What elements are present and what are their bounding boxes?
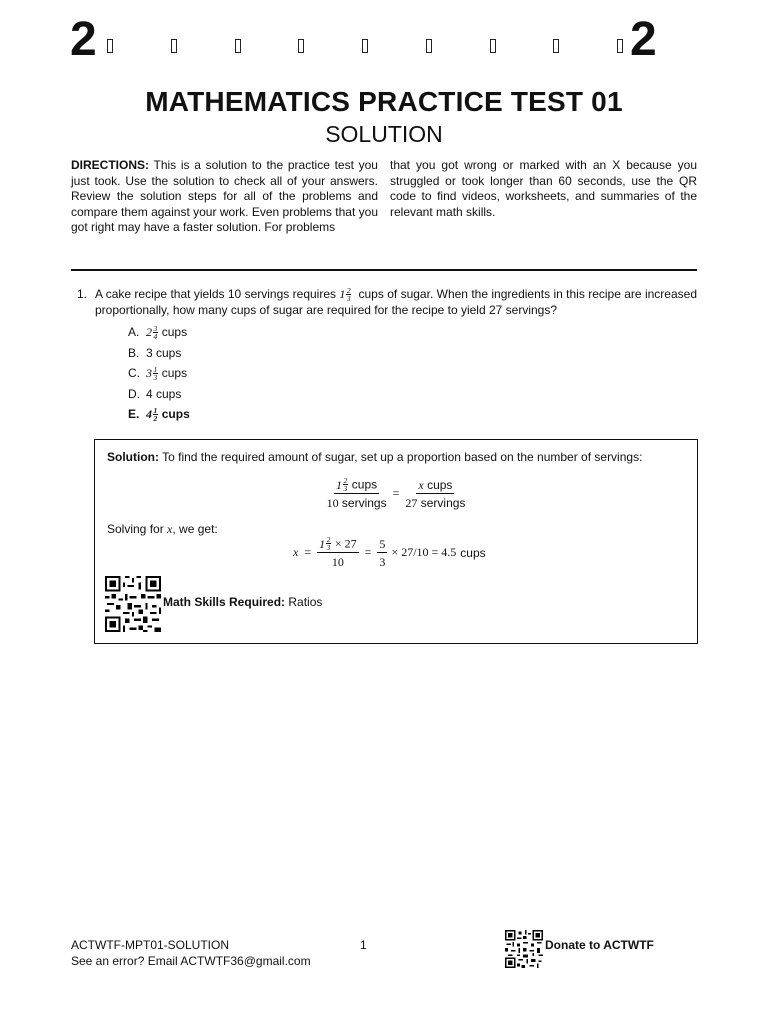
choice-d[interactable] bbox=[128, 384, 190, 405]
page-subtitle: SOLUTION bbox=[325, 121, 443, 147]
choice-letter: A. bbox=[128, 325, 140, 340]
calc-result: × 27/10 = 4.5 bbox=[391, 545, 457, 559]
choice-text: 3 cups bbox=[146, 345, 182, 360]
result-unit: cups bbox=[460, 545, 486, 560]
solution-intro bbox=[107, 450, 642, 464]
choice-mixed-fraction bbox=[146, 404, 158, 424]
denominator-unit: servings bbox=[341, 496, 387, 510]
footer-page-number: 1 bbox=[360, 938, 367, 952]
divider-rule bbox=[71, 269, 697, 271]
directions-text-1: This is a solution to the practice test you just took. Use the solution to check all of your answers. Review the solution steps for all of the problems and compare them against your work. Even problems that you got right may have a faster solution. For problems bbox=[71, 158, 378, 234]
fraction-numerator: 2 bbox=[326, 535, 331, 544]
donate-link[interactable]: Donate to ACTWTF bbox=[545, 938, 654, 952]
proportion-left-denominator bbox=[327, 494, 387, 510]
choice-letter: E. bbox=[128, 407, 140, 422]
header-checkbox-row bbox=[107, 39, 623, 53]
choice-a[interactable] bbox=[128, 322, 190, 343]
numerator-unit: cups bbox=[351, 477, 378, 492]
directions bbox=[71, 158, 697, 236]
mixed-fraction bbox=[336, 477, 348, 492]
fraction-part bbox=[326, 536, 331, 551]
question-text-after: cups of sugar. When the ingredients in this recipe are increased proportionally, how many cups of sugar are required for the recipe to yield 27 servings? bbox=[95, 287, 697, 317]
five-thirds-fraction bbox=[377, 537, 387, 569]
fraction-denominator: 2 bbox=[153, 413, 158, 423]
calc-numerator bbox=[317, 536, 359, 553]
fraction-part bbox=[153, 366, 158, 381]
math-skills bbox=[163, 595, 322, 609]
qr-code-icon[interactable] bbox=[105, 576, 161, 632]
choice-letter: B. bbox=[128, 345, 140, 360]
fraction-part bbox=[153, 407, 158, 422]
choice-mixed-fraction bbox=[146, 322, 158, 342]
page-number-right: 2 bbox=[630, 13, 657, 66]
choice-text: cups bbox=[161, 325, 188, 340]
header-box-icon bbox=[490, 39, 496, 53]
solving-suffix: , we get: bbox=[172, 522, 218, 536]
solution-box bbox=[94, 439, 698, 644]
denominator-value: 27 bbox=[405, 495, 418, 510]
header-box-icon bbox=[235, 39, 241, 53]
times-27: × 27 bbox=[334, 536, 357, 551]
directions-column-2: that you got wrong or marked with an X because you struggled or took longer than 60 seconds, use the QR code to find videos, worksheets, and summaries of the relevant math skills. bbox=[390, 158, 697, 219]
question-1 bbox=[77, 285, 697, 423]
choice-c[interactable] bbox=[128, 363, 190, 384]
choice-b[interactable] bbox=[128, 343, 190, 364]
fraction-part bbox=[153, 325, 158, 340]
variable-x: x bbox=[167, 522, 173, 536]
fraction-whole: 1 bbox=[336, 477, 343, 492]
question-text bbox=[95, 286, 697, 318]
fraction-numerator: 1 bbox=[153, 405, 158, 415]
solution-equation bbox=[293, 536, 486, 569]
fraction-whole: 4 bbox=[146, 407, 152, 422]
fraction-denominator: 3 bbox=[153, 372, 158, 382]
fraction-part bbox=[343, 477, 348, 492]
directions-column-1 bbox=[71, 158, 378, 236]
proportion-equation bbox=[95, 477, 697, 510]
fraction-numerator: 2 bbox=[346, 285, 351, 295]
page-number-left: 2 bbox=[70, 13, 97, 66]
header-box-icon bbox=[107, 39, 113, 53]
calc-denominator: 10 bbox=[331, 555, 344, 569]
solving-prefix: Solving for bbox=[107, 522, 164, 536]
fraction-numerator: 3 bbox=[153, 323, 158, 333]
solution-intro-text: To find the required amount of sugar, set up a proportion based on the number of servings: bbox=[162, 450, 643, 464]
fraction-whole: 1 bbox=[339, 287, 346, 301]
denominator-unit: servings bbox=[420, 495, 466, 510]
fraction-whole: 3 bbox=[146, 366, 152, 381]
calc-fraction bbox=[317, 536, 359, 569]
fraction-denominator: 3 bbox=[379, 554, 386, 569]
header-box-icon bbox=[553, 39, 559, 53]
solution-label: Solution: bbox=[107, 450, 159, 464]
denominator-value: 10 bbox=[326, 496, 339, 510]
choice-text: cups bbox=[161, 366, 188, 381]
fraction-numerator: 2 bbox=[343, 476, 348, 485]
choice-e[interactable] bbox=[128, 404, 190, 425]
question-mixed-fraction bbox=[339, 286, 351, 302]
choice-letter: C. bbox=[128, 366, 140, 381]
question-number: 1. bbox=[77, 287, 88, 301]
answer-choices bbox=[128, 322, 190, 425]
donate-qr-code-icon[interactable] bbox=[505, 930, 543, 968]
directions-label: DIRECTIONS: bbox=[71, 158, 149, 172]
choice-letter: D. bbox=[128, 386, 140, 401]
fraction-denominator: 3 bbox=[346, 293, 351, 303]
header-box-icon bbox=[426, 39, 432, 53]
fraction-part bbox=[346, 287, 351, 302]
fraction-denominator: 3 bbox=[326, 543, 331, 552]
proportion-left-fraction bbox=[327, 477, 387, 510]
proportion-left-numerator bbox=[334, 477, 379, 494]
page-title: MATHEMATICS PRACTICE TEST 01 bbox=[145, 86, 623, 117]
choice-text: cups bbox=[161, 407, 190, 422]
skills-value: Ratios bbox=[288, 595, 323, 609]
header-box-icon bbox=[362, 39, 368, 53]
header-box-icon bbox=[298, 39, 304, 53]
equals-sign: = bbox=[304, 545, 312, 559]
footer-doc-id: ACTWTF-MPT01-SOLUTION bbox=[71, 938, 229, 952]
choice-text: 4 cups bbox=[146, 386, 182, 401]
solving-line bbox=[107, 522, 218, 537]
choice-mixed-fraction bbox=[146, 363, 158, 383]
fraction-denominator: 4 bbox=[153, 331, 158, 341]
header-box-icon bbox=[617, 39, 623, 53]
skills-label: Math Skills Required: bbox=[163, 595, 286, 609]
variable-x: x bbox=[418, 477, 424, 492]
fraction-denominator: 3 bbox=[343, 484, 348, 493]
question-text-before: A cake recipe that yields 10 servings requires bbox=[95, 287, 336, 301]
header-box-icon bbox=[171, 39, 177, 53]
proportion-right-fraction bbox=[405, 478, 465, 510]
proportion-right-denominator bbox=[405, 494, 465, 510]
mixed-fraction bbox=[319, 536, 331, 551]
equals-sign: = bbox=[364, 545, 372, 559]
fraction-whole: 2 bbox=[146, 325, 152, 340]
equals-sign: = bbox=[392, 486, 400, 500]
variable-x: x bbox=[293, 545, 299, 559]
fraction-numerator: 1 bbox=[153, 364, 158, 374]
proportion-right-numerator bbox=[416, 478, 454, 494]
fraction-numerator: 5 bbox=[379, 536, 386, 551]
fraction-whole: 1 bbox=[319, 536, 326, 551]
numerator-unit: cups bbox=[427, 477, 453, 492]
footer-error-note: See an error? Email ACTWTF36@gmail.com bbox=[71, 954, 311, 968]
